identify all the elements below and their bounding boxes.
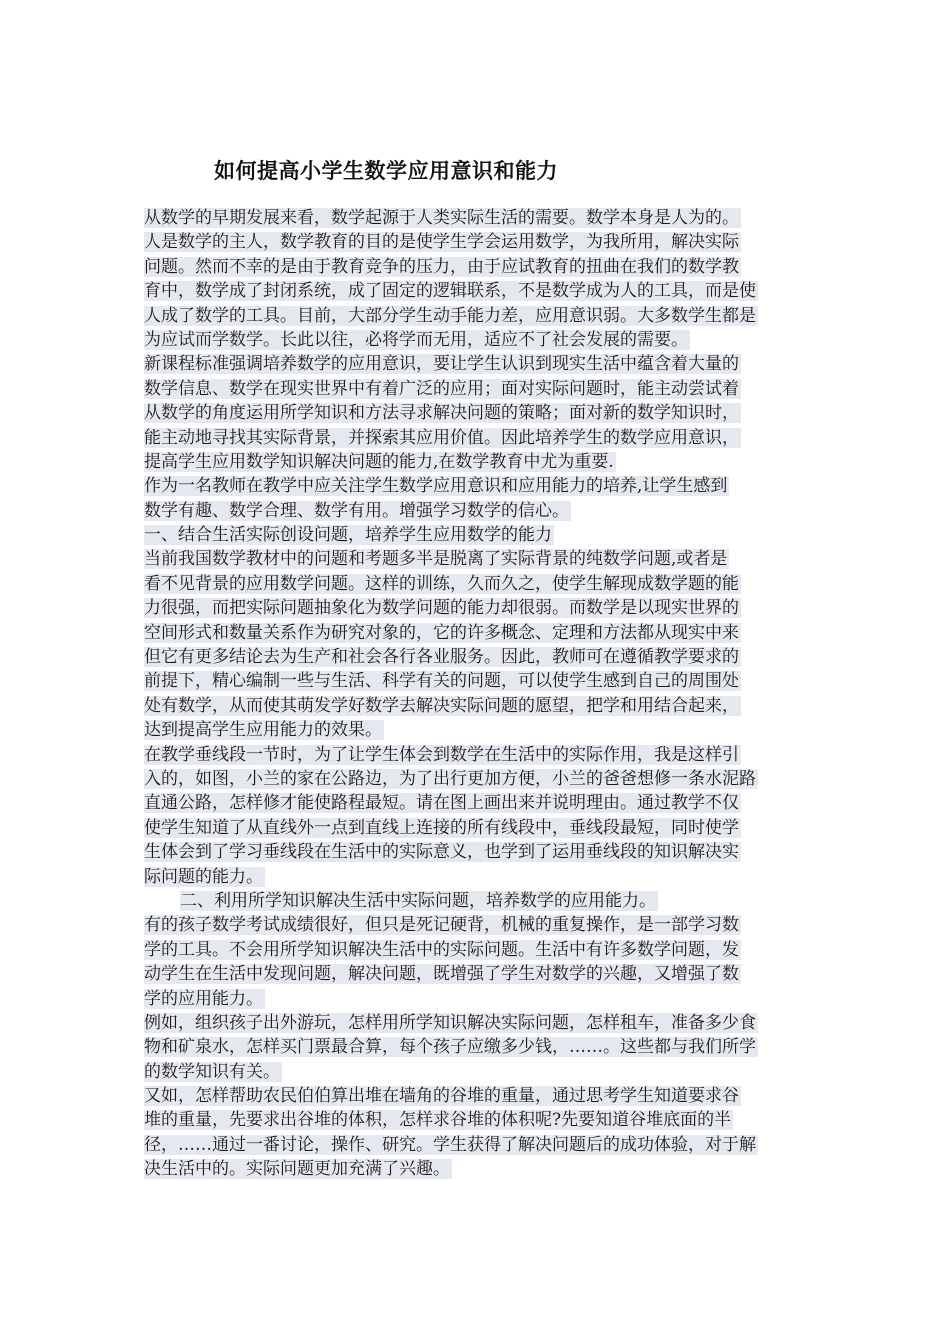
text-line — [144, 230, 810, 254]
line-text: 能主动地寻找其实际背景，并探索其应用价值。因此培养学生的数学应用意识， — [144, 427, 739, 448]
line-text: 在教学垂线段一节时，为了让学生体会到数学在生活中的实际作用，我是这样引 — [144, 744, 739, 765]
text-line — [144, 1157, 810, 1181]
line-text: 直通公路，怎样修才能使路程最短。请在图上画出来并说明理由。通过教学不仅 — [144, 793, 739, 814]
text-line — [144, 669, 810, 693]
line-text: 前提下，精心编制一些与生活、科学有关的问题，可以使学生感到自己的周围处 — [144, 671, 739, 692]
line-text: 但它有更多结论去为生产和社会各行各业服务。因此，教师可在遵循教学要求的 — [144, 647, 739, 668]
line-text: 处有数学，从而使其萌发学好数学去解决实际问题的愿望，把学和用结合起来， — [144, 695, 739, 716]
line-text: 堆的重量，先要求出谷堆的体积，怎样求谷堆的体积呢?先要知道谷堆底面的半 — [144, 1110, 732, 1131]
line-text: 决生活中的。实际问题更加充满了兴趣。 — [144, 1159, 450, 1180]
line-text: 为应试而学数学。长此以往，必将学而无用，适应不了社会发展的需要。 — [144, 329, 688, 350]
line-text: 的数学知识有关。 — [144, 1061, 280, 1082]
line-text: 当前我国数学教材中的问题和考题多半是脱离了实际背景的纯数学问题,或者是 — [144, 549, 728, 570]
line-text: 一、结合生活实际创设问题，培养学生应用数学的能力 — [144, 525, 552, 546]
text-line — [144, 328, 810, 352]
line-text: 人是数学的主人，数学教育的目的是使学生学会运用数学，为我所用，解决实际 — [144, 232, 739, 253]
text-line — [144, 499, 810, 523]
text-line — [144, 938, 810, 962]
line-text: 生体会到了学习垂线段在生活中的实际意义，也学到了运用垂线段的知识解决实 — [144, 842, 739, 863]
text-line — [144, 865, 810, 889]
line-text: 看不见背景的应用数学问题。这样的训练，久而久之，使学生解现成数学题的能 — [144, 573, 739, 594]
section-heading — [144, 523, 810, 547]
text-line — [144, 1011, 810, 1035]
text-line — [144, 474, 810, 498]
line-text: 力很强，而把实际问题抽象化为数学问题的能力却很弱。而数学是以现实世界的 — [144, 598, 739, 619]
line-text: 达到提高学生应用能力的效果。 — [144, 720, 382, 741]
line-text: 又如，怎样帮助农民伯伯算出堆在墙角的谷堆的重量，通过思考学生知道要求谷 — [144, 1086, 739, 1107]
text-line — [144, 718, 810, 742]
line-text: 提高学生应用数学知识解决问题的能力,在数学教育中尤为重要. — [144, 451, 614, 472]
line-text: 数学信息、数学在现实世界中有着广泛的应用；面对实际问题时，能主动尝试着 — [144, 378, 739, 399]
line-text: 际问题的能力。 — [144, 866, 263, 887]
text-line — [144, 450, 810, 474]
document-title: 如何提高小学生数学应用意识和能力 — [214, 159, 558, 183]
text-line — [144, 596, 810, 620]
text-line — [144, 621, 810, 645]
line-text: 使学生知道了从直线外一点到直线上连接的所有线段中，垂线段最短，同时使学 — [144, 817, 739, 838]
line-text: 从数学的早期发展来看，数学起源于人类实际生活的需要。数学本身是人为的。 — [144, 208, 739, 228]
text-line — [144, 547, 810, 571]
line-text: 有的孩子数学考试成绩很好，但只是死记硬背，机械的重复操作，是一部学习数 — [144, 915, 739, 936]
line-text: 例如，组织孩子出外游玩，怎样用所学知识解决实际问题，怎样租车，准备多少食 — [144, 1012, 756, 1033]
document-body — [144, 206, 810, 1182]
line-text: 物和矿泉水，怎样买门票最合算，每个孩子应缴多少钱，……。这些都与我们所学 — [144, 1037, 756, 1058]
text-line — [144, 840, 810, 864]
line-text: 数学有趣、数学合理、数学有用。增强学习数学的信心。 — [144, 500, 569, 521]
line-text: 育中，数学成了封闭系统，成了固定的逻辑联系，不是数学成为人的工具，而是使 — [144, 281, 756, 302]
text-line — [144, 279, 810, 303]
text-line — [144, 767, 810, 791]
line-text: 径，……通过一番讨论，操作、研究。学生获得了解决问题后的成功体验，对于解 — [144, 1134, 756, 1155]
line-text: 新课程标准强调培养数学的应用意识，要让学生认识到现实生活中蕴含着大量的 — [144, 354, 739, 375]
text-line — [144, 1084, 810, 1108]
text-line — [144, 913, 810, 937]
line-text: 从数学的角度运用所学知识和方法寻求解决问题的策略；面对新的数学知识时， — [144, 403, 739, 424]
text-line — [144, 304, 810, 328]
text-line — [144, 206, 810, 230]
line-text: 问题。然而不幸的是由于教育竞争的压力，由于应试教育的扭曲在我们的数学教 — [144, 256, 739, 277]
line-text: 学的工具。不会用所学知识解决生活中的实际问题。生活中有许多数学问题，发 — [144, 939, 739, 960]
line-text: 入的，如图，小兰的家在公路边，为了出行更加方便，小兰的爸爸想修一条水泥路 — [144, 768, 756, 789]
text-line — [144, 401, 810, 425]
line-text: 学的应用能力。 — [144, 988, 263, 1009]
text-line — [144, 694, 810, 718]
text-line — [144, 255, 810, 279]
text-line — [144, 962, 810, 986]
text-line — [144, 791, 810, 815]
text-line — [144, 1035, 810, 1059]
section-heading — [144, 889, 810, 913]
text-line — [144, 426, 810, 450]
text-line — [144, 572, 810, 596]
line-text: 空间形式和数量关系作为研究对象的，它的许多概念、定理和方法都从现实中来 — [144, 622, 739, 643]
line-text: 作为一名教师在教学中应关注学生数学应用意识和应用能力的培养,让学生感到 — [144, 476, 728, 497]
text-line — [144, 352, 810, 376]
text-line — [144, 743, 810, 767]
text-line — [144, 1060, 810, 1084]
line-text: 动学生在生活中发现问题，解决问题，既增强了学生对数学的兴趣，又增强了数 — [144, 964, 739, 985]
text-line — [144, 1108, 810, 1132]
text-line — [144, 816, 810, 840]
text-line — [144, 645, 810, 669]
text-line — [144, 377, 810, 401]
text-line — [144, 987, 810, 1011]
line-text: 人成了数学的工具。目前，大部分学生动手能力差，应用意识弱。大多数学生都是 — [144, 305, 756, 326]
line-text: 二、利用所学知识解决生活中实际问题，培养数学的应用能力。 — [180, 890, 656, 911]
text-line — [144, 1133, 810, 1157]
